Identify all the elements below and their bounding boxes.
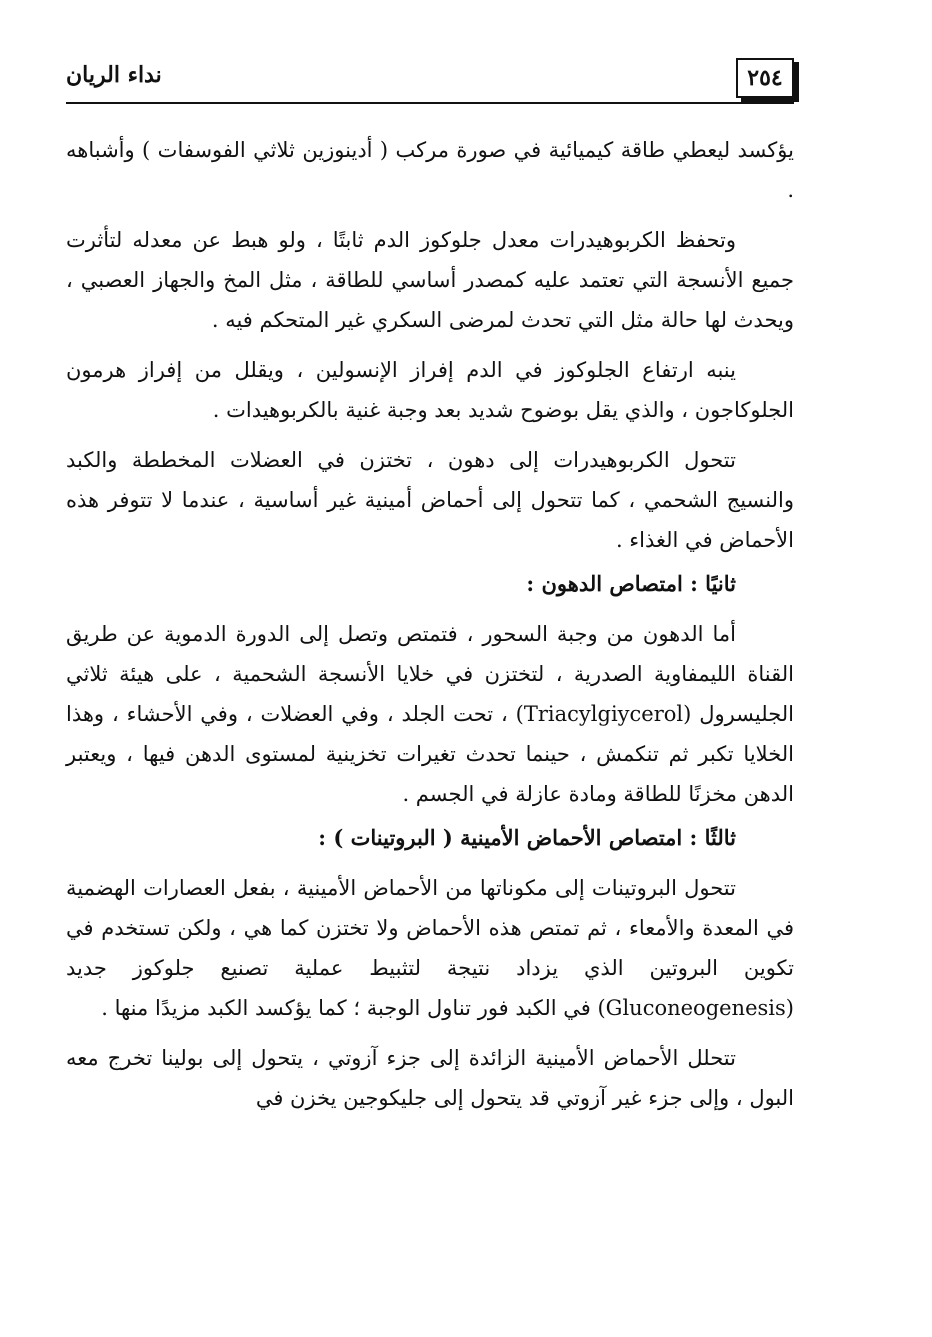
page-number: ٢٥٤ <box>736 58 794 98</box>
page-header <box>66 54 794 104</box>
paragraph-proteins: تتحول البروتينات إلى مكوناتها من الأحماض الأمينية ، بفعل العصارات الهضمية في المعدة والأمعاء ، ثم تمتص هذه الأحماض ولا تختزن كما هي ، ولكن تستخدم في تكوين البروتين الذي يزداد نتيجة لتثبيط عملية تصنيع جلوكوز جديد (Gluconeogenesis) في الكبد فور تناول الوجبة ؛ كما يؤكسد الكبد مزيدًا منها . <box>66 876 794 1020</box>
page-body <box>66 130 794 1128</box>
section-heading-fats: ثانيًا : امتصاص الدهون : <box>526 571 736 596</box>
paragraph-carbohydrates-fats: تتحول الكربوهيدرات إلى دهون ، تختزن في العضلات المخططة والكبد والنسيج الشحمي ، كما تتحول إلى أحماض أمينية غير أساسية ، عندما لا تتوفر هذه الأحماض في الغذاء . <box>66 448 794 552</box>
header-rule <box>66 102 794 104</box>
paragraph-carbohydrates-glucose: وتحفظ الكربوهيدرات معدل جلوكوز الدم ثابتًا ، ولو هبط عن معدله لتأثرت جميع الأنسجة التي تعتمد عليه كمصدر أساسي للطاقة ، مثل المخ والجهاز العصبي ، ويحدث لها حالة مثل التي تحدث لمرضى السكري غير المتحكم فيه . <box>66 228 794 332</box>
paragraph-insulin: ينبه ارتفاع الجلوكوز في الدم إفراز الإنسولين ، ويقلل من إفراز هرمون الجلوكاجون ، والذي يقل بوضوح شديد بعد وجبة غنية بالكربوهيدات . <box>66 358 794 422</box>
paragraph-fats-absorption: أما الدهون من وجبة السحور ، فتمتص وتصل إلى الدورة الدموية عن طريق القناة الليمفاوية الصدرية ، لتختزن في خلايا الأنسجة الشحمية ، على هيئة ثلاثي الجليسرول (Triacylgiycerol) ، تحت الجلد ، وفي العضلات ، وفي الأحشاء ، وهذا الخلايا تكبر ثم تنكمش ، حينما تحدث تغيرات تخزينية لمستوى الدهن فيها ، ويعتبر الدهن مخزنًا للطاقة ومادة عازلة في الجسم . <box>66 622 794 806</box>
section-heading-amino-acids: ثالثًا : امتصاص الأحماض الأمينية ( البروتينات ) : <box>318 825 736 850</box>
book-title: نداء الريان <box>66 62 162 88</box>
paragraph-atp: يؤكسد ليعطي طاقة كيميائية في صورة مركب ( أدينوزين ثلاثي الفوسفات ) وأشباهه . <box>66 138 794 202</box>
paragraph-amino-acids-breakdown: تتحلل الأحماض الأمينية الزائدة إلى جزء آزوتي ، يتحول إلى بولينا تخرج معه البول ، وإلى جزء غير آزوتي قد يتحول إلى جليكوجين يخزن في <box>66 1046 794 1110</box>
